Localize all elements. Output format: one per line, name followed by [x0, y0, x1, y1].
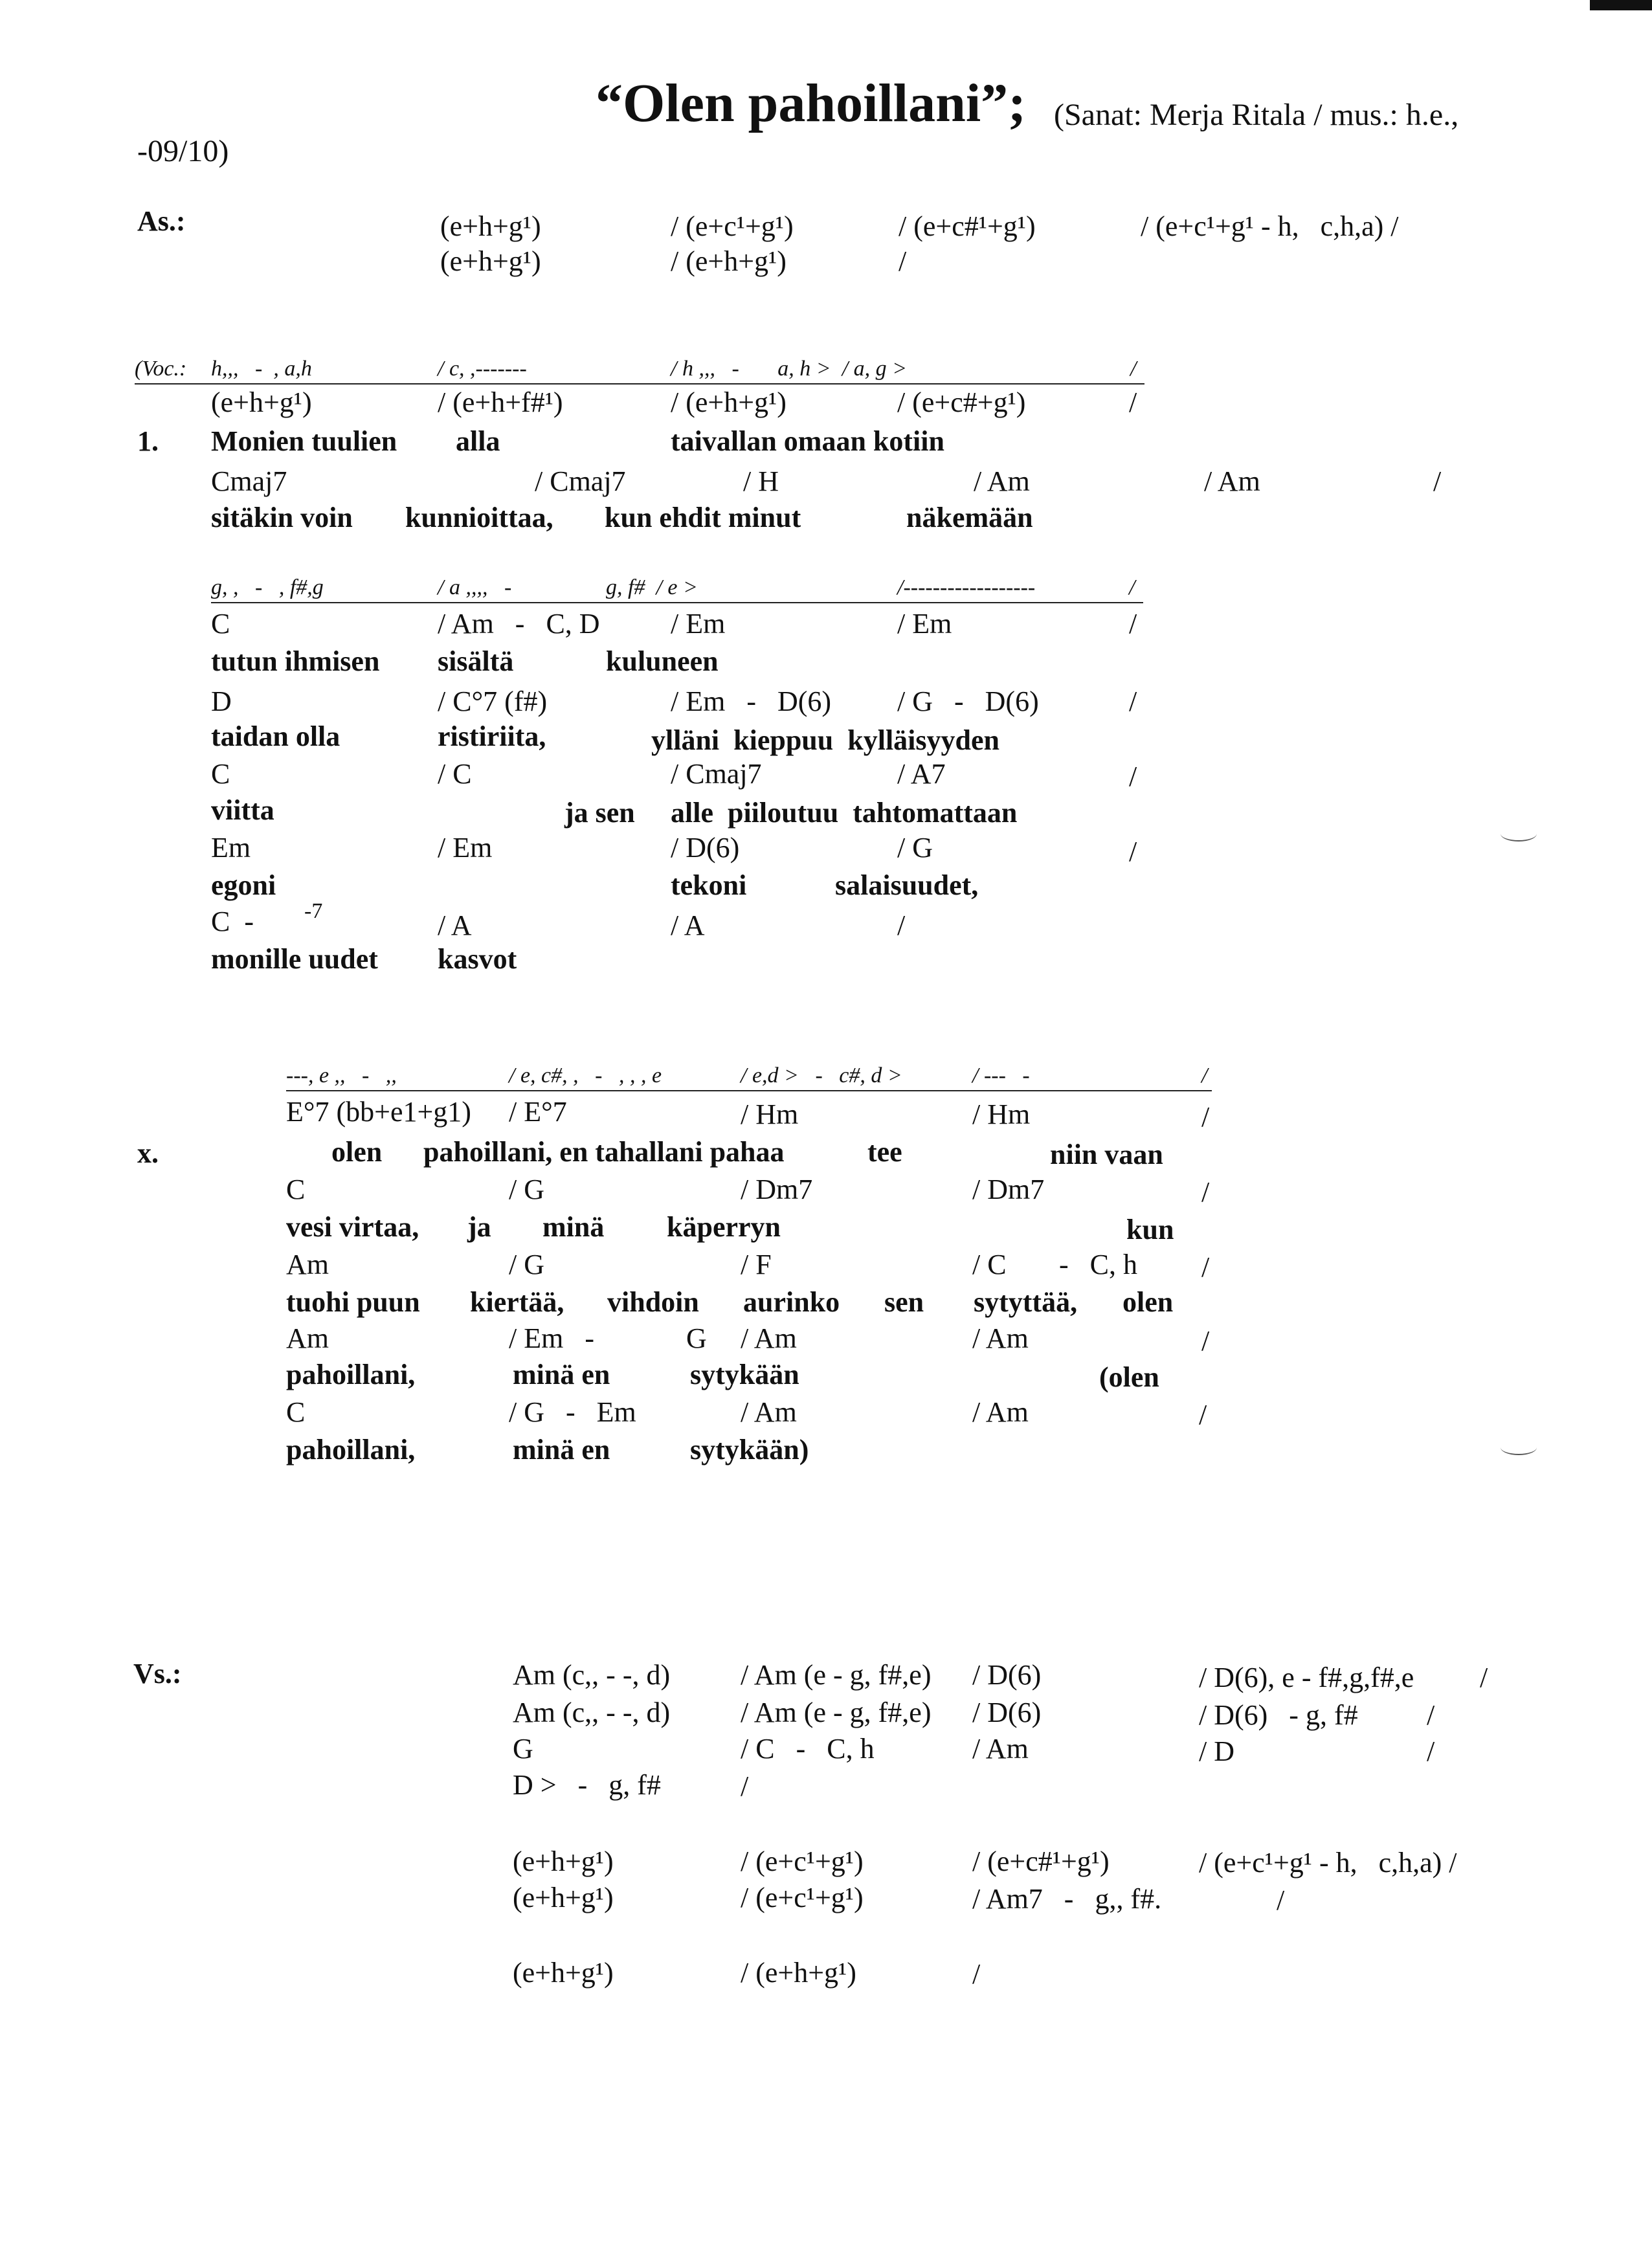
chord: / D(6) [671, 832, 740, 864]
chord: / (e+h+g¹) [671, 386, 787, 418]
outro-chord: / D(6) [972, 1659, 1042, 1691]
lyric: sitäkin voin [211, 502, 353, 533]
outro-chord: / (e+c¹+g¹ - h, c,h,a) / [1199, 1847, 1457, 1878]
chord: / G - Em [509, 1396, 636, 1428]
chord: / (e+c#+g¹) [897, 386, 1026, 418]
chord: / Am [974, 465, 1030, 497]
chord: (e+h+g¹) [211, 386, 312, 418]
chord: / Em - [509, 1322, 594, 1354]
outro-chord: / [1277, 1884, 1285, 1916]
chord: / [897, 909, 906, 941]
melody-underline [286, 1090, 1212, 1091]
chord: / E°7 [509, 1096, 567, 1128]
chord: / F [741, 1249, 772, 1280]
chord: Cmaj7 [211, 465, 287, 497]
chord: C [211, 758, 230, 790]
chord: - C, h [1059, 1249, 1137, 1280]
chord: / Em [897, 608, 952, 640]
chord: / Em [671, 608, 726, 640]
chord: / Em [438, 832, 493, 864]
chord: / Hm [741, 1098, 799, 1130]
song-date: -09/10) [137, 134, 229, 168]
lyric: viitta [211, 794, 274, 826]
chord: / Am [741, 1396, 797, 1428]
outro-chord: / [1480, 1662, 1488, 1693]
chord: / (e+h+f#¹) [438, 386, 563, 418]
outro-chord: / Am (e - g, f#,e) [741, 1697, 932, 1728]
lyric: tutun ihmisen [211, 645, 380, 677]
chord: / [1129, 686, 1137, 717]
lyric: Monien tuulien [211, 425, 397, 457]
outro-chord: / (e+h+g¹) [741, 1957, 856, 1989]
lyric: pahoillani, [286, 1359, 416, 1390]
chord: / C°7 (f#) [438, 686, 548, 717]
lyric: egoni [211, 869, 276, 901]
melody-underline [211, 602, 1143, 603]
chord: / H [743, 465, 779, 497]
voc-melody: g, f# / e > [606, 575, 698, 599]
outro-chord: / [1427, 1699, 1435, 1731]
voc-melody: / a ,,,, - [438, 575, 512, 599]
chord: C [211, 608, 230, 640]
verse-number: 1. [137, 425, 159, 457]
outro-chord: / C - C, h [741, 1733, 875, 1765]
intro-chord: (e+h+g¹) [440, 245, 541, 277]
chord: C - [211, 906, 254, 937]
lyric: pahoillani, [286, 1434, 416, 1466]
chorus-label: x. [137, 1137, 159, 1169]
lyric: niin vaan [1050, 1139, 1163, 1170]
chord: D [211, 686, 232, 717]
lyric: minä en [513, 1359, 610, 1390]
voc-melody: / c, ,------- [438, 357, 527, 381]
melody-underline [135, 383, 1144, 385]
intro-chord: (e+h+g¹) [440, 210, 541, 242]
voc-melody: / --- - [972, 1064, 1030, 1087]
chord: / A [438, 909, 472, 941]
lyric: minä en [513, 1434, 610, 1466]
chord: / [1129, 386, 1137, 418]
chord: / G [509, 1249, 544, 1280]
lyric: sytykään) [690, 1434, 809, 1466]
voc-melody: / e,d > - c#, d > [741, 1064, 902, 1087]
chord: / Hm [972, 1098, 1031, 1130]
voc-melody: / [1201, 1064, 1208, 1087]
voc-melody: ---, e ,, - ,, [286, 1064, 397, 1087]
chord: / Cmaj7 [535, 465, 626, 497]
lyric: olen [1122, 1286, 1174, 1318]
chord: / Cmaj7 [671, 758, 762, 790]
lyric: kunnioittaa, [405, 502, 553, 533]
lyric: vihdoin [607, 1286, 699, 1318]
lyric: sytykään [690, 1359, 799, 1390]
outro-chord: / (e+c¹+g¹) [741, 1845, 864, 1877]
outro-chord: / D [1199, 1735, 1234, 1767]
voc-label: (Voc.: [135, 357, 187, 381]
lyric: sytyttää, [974, 1286, 1078, 1318]
chord: / G - D(6) [897, 686, 1039, 717]
lyric: tekoni [671, 869, 747, 901]
lyric: olen [331, 1136, 383, 1168]
lyric: (olen [1099, 1361, 1159, 1393]
lyric: tuohi puun [286, 1286, 420, 1318]
page-turn-mark [1501, 1440, 1537, 1455]
outro-chord: (e+h+g¹) [513, 1882, 614, 1913]
chord: / Am [972, 1322, 1029, 1354]
outro-chord: Am (c,, - -, d) [513, 1659, 671, 1691]
lyric: monille uudet [211, 943, 378, 975]
chord: / [1201, 1176, 1210, 1208]
chord: C [286, 1396, 306, 1428]
lyric: salaisuudet, [835, 869, 979, 901]
chord: Em [211, 832, 251, 864]
lyric: ristiriita, [438, 720, 546, 752]
lyric: kiertää, [470, 1286, 564, 1318]
outro-chord: Am (c,, - -, d) [513, 1697, 671, 1728]
song-credits: (Sanat: Merja Ritala / mus.: h.e., [1054, 98, 1459, 132]
lyric: taidan olla [211, 720, 340, 752]
outro-chord: / D(6), e - f#,g,f#,e [1199, 1662, 1414, 1693]
voc-melody: h,,, - , a,h [211, 357, 312, 381]
lyric: sisältä [438, 645, 514, 677]
lyric: käperryn [667, 1211, 781, 1243]
outro-chord: / Am [972, 1733, 1029, 1765]
outro-chord: / Am (e - g, f#,e) [741, 1659, 932, 1691]
outro-chord: / (e+c¹+g¹) [741, 1882, 864, 1913]
lyric: alla [456, 425, 500, 457]
lyric: alle piiloutuu tahtomattaan [671, 797, 1018, 829]
voc-melody: / [1130, 357, 1137, 381]
chord: / Dm7 [972, 1174, 1045, 1205]
lyric: vesi virtaa, [286, 1211, 419, 1243]
chord: / Am [741, 1322, 797, 1354]
lyric: ja sen [564, 797, 635, 829]
page-turn-mark [1501, 826, 1537, 842]
chord: / A [671, 909, 705, 941]
chord: / [1129, 836, 1137, 867]
chord: / Am [972, 1396, 1029, 1428]
chord: / G [509, 1174, 544, 1205]
intro-chord: / (e+c¹+g¹) [671, 210, 794, 242]
lyric: kun ehdit minut [605, 502, 801, 533]
outro-chord: D > - g, f# [513, 1769, 661, 1801]
voc-melody: / e, c#, , - , , , e [509, 1064, 662, 1087]
chord: / [1129, 608, 1137, 640]
scan-edge-mark [1590, 0, 1652, 10]
outro-chord: G [513, 1733, 533, 1765]
chord: / Am [1204, 465, 1260, 497]
voc-melody: / h ,,, - a, h > / a, g > [671, 357, 908, 381]
chord: / Dm7 [741, 1174, 813, 1205]
lyric: kun [1126, 1214, 1174, 1245]
outro-chord: (e+h+g¹) [513, 1957, 614, 1989]
lyric: kuluneen [606, 645, 719, 677]
voc-melody: / [1129, 575, 1135, 599]
chord-superscript: -7 [304, 899, 323, 923]
lyric: sen [884, 1286, 924, 1318]
outro-chord: / Am7 - g,, f#. [972, 1883, 1162, 1915]
chord: Am [286, 1249, 329, 1280]
chord: C [286, 1174, 306, 1205]
lyric: näkemään [906, 502, 1033, 533]
chord: Am [286, 1322, 329, 1354]
chord: / A7 [897, 758, 946, 790]
lyric: minä [542, 1211, 605, 1243]
voc-melody: g, , - , f#,g [211, 575, 324, 599]
lyric: kasvot [438, 943, 517, 975]
chord: / G [897, 832, 933, 864]
lyric: pahoillani, en tahallani pahaa [423, 1136, 785, 1168]
intro-chord: / (e+h+g¹) [671, 245, 787, 277]
intro-chord: / (e+c#¹+g¹) [899, 210, 1036, 242]
outro-chord: / D(6) [972, 1697, 1042, 1728]
outro-chord: / [1427, 1735, 1435, 1767]
chord: / [1201, 1251, 1210, 1283]
outro-chord: / (e+c#¹+g¹) [972, 1845, 1110, 1877]
chord: / C [972, 1249, 1007, 1280]
song-title: “Olen pahoillani”; [596, 73, 1027, 133]
outro-chord: (e+h+g¹) [513, 1845, 614, 1877]
lyric: taivallan omaan kotiin [671, 425, 944, 457]
chord: / [1433, 465, 1442, 497]
lyric: tee [867, 1136, 902, 1168]
chord: / C [438, 758, 472, 790]
outro-chord: / D(6) - g, f# [1199, 1699, 1358, 1731]
chord: / [1201, 1101, 1210, 1133]
outro-chord: / [741, 1770, 749, 1802]
chord: / [1129, 761, 1137, 792]
lyric: ja [467, 1211, 491, 1243]
lyric: aurinko [743, 1286, 840, 1318]
lyric: ylläni kieppuu kylläisyyden [651, 724, 999, 756]
voc-melody: /------------------ [897, 575, 1036, 599]
chord: / [1201, 1325, 1210, 1357]
intro-chord: / [899, 245, 907, 277]
chord: / [1199, 1399, 1207, 1431]
chord: / Am - C, D [438, 608, 600, 640]
chord: E°7 (bb+e1+g1) [286, 1096, 471, 1128]
chord: / Em - D(6) [671, 686, 832, 717]
chord: G [686, 1322, 707, 1354]
outro-chord: / [972, 1958, 981, 1990]
intro-chord: / (e+c¹+g¹ - h, c,h,a) / [1141, 210, 1399, 242]
intro-label: As.: [137, 205, 186, 237]
outro-label: Vs.: [133, 1658, 182, 1689]
